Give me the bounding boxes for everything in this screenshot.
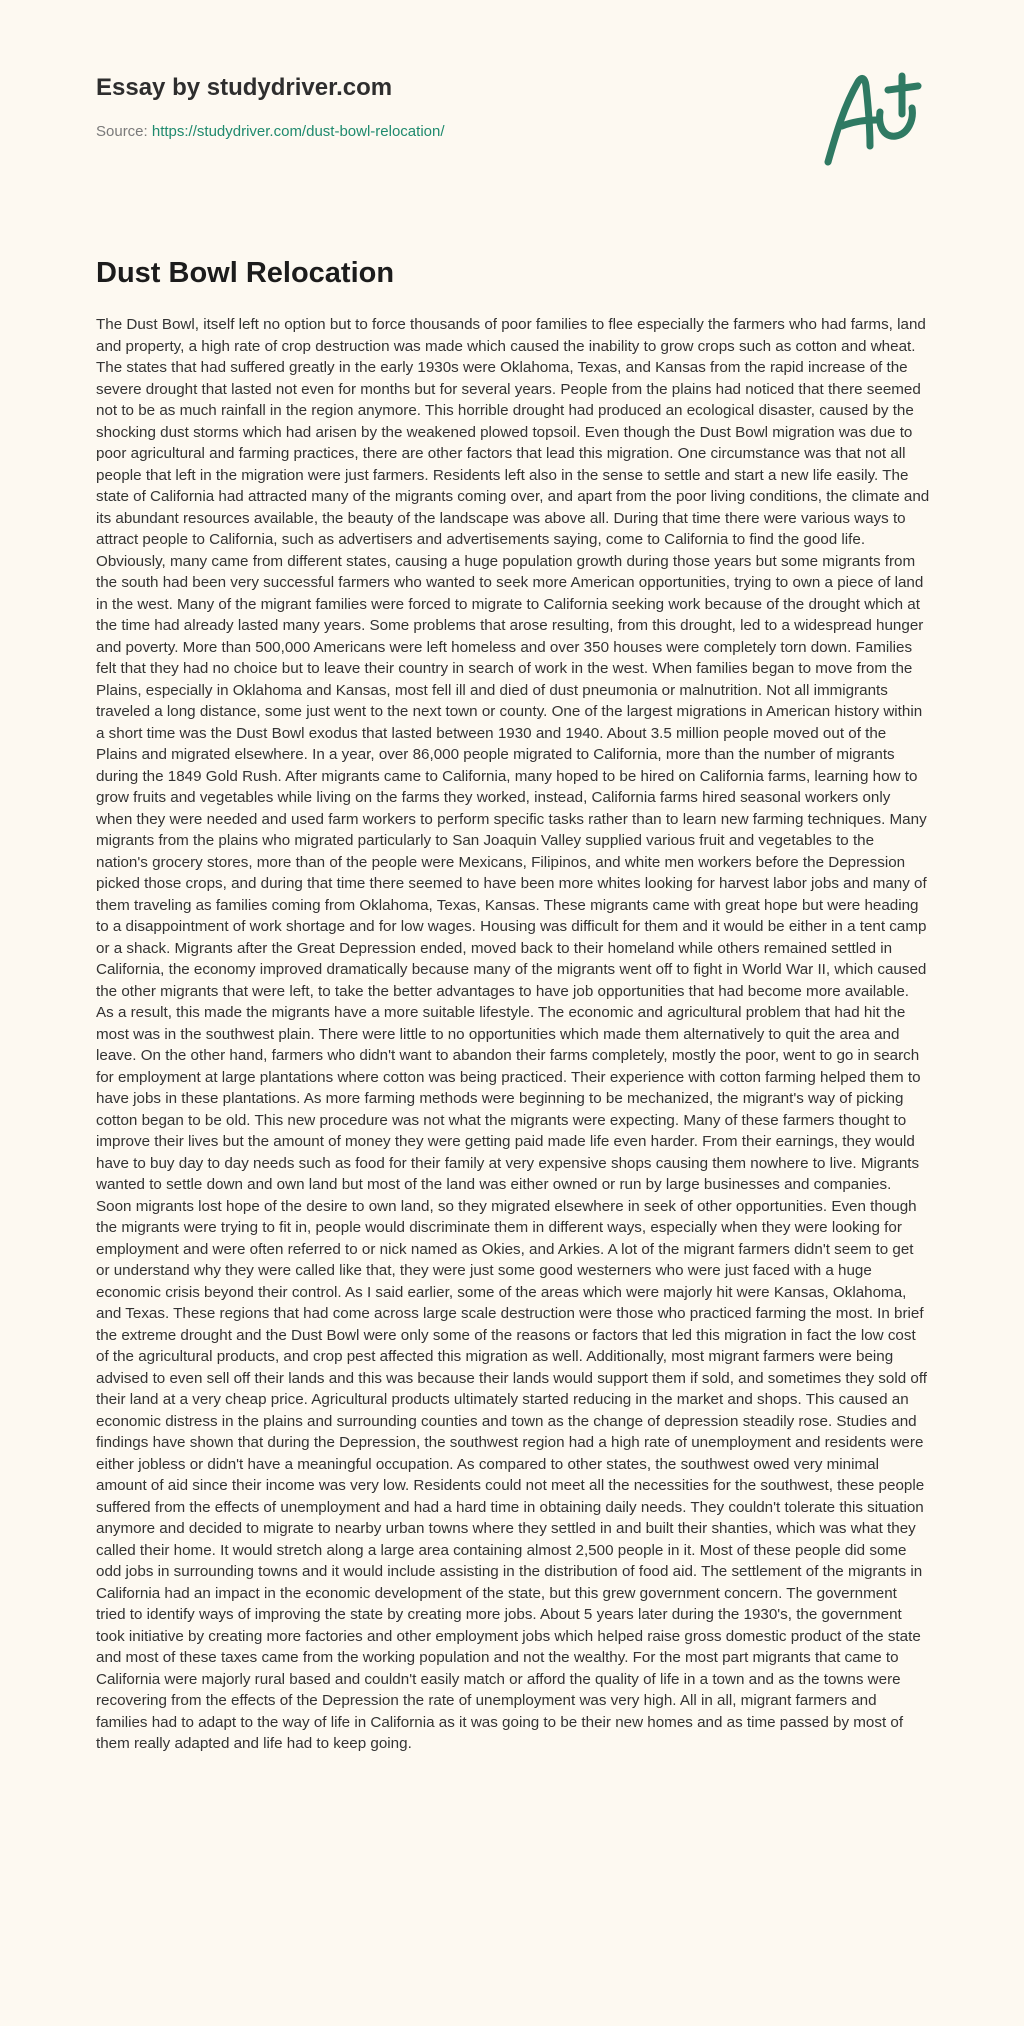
essay-article (96, 254, 930, 1770)
source-line (96, 122, 926, 142)
essay-title: Dust Bowl Relocation (96, 257, 395, 289)
source-label: Source: (96, 123, 152, 140)
page-header (96, 72, 926, 142)
essay-body: The Dust Bowl, itself left no option but to force thousands of poor families to flee especially the farmers who had farms, land and property, a high rate of crop destruction was made which caused the inability to grow crops such as cotton and wheat. The states that had suffered greatly in the early 1930s were Oklahoma, Texas, and Kansas from the rapid increase of the severe drought that lasted not even for months but for several years. People from the plains had noticed that there seemed not to be as much rainfall in the region anymore. This horrible drought had produced an ecological disaster, caused by the shocking dust storms which had arisen by the weakened plowed topsoil. Even though the Dust Bowl migration was due to poor agricultural and farming practices, there are other factors that lead this migration. One circumstance was that not all people that left in the migration were just farmers. Residents left also in the sense to settle and start a new life easily. The state of California had attracted many of the migrants coming over, and apart from the poor living conditions, the climate and its abundant resources available, the beauty of the landscape was above all. During that time there were various ways to attract people to California, such as advertisers and advertisements saying, come to California to find the good life. Obviously, many came from different states, causing a huge population growth during those years but some migrants from the south had been very successful farmers who wanted to seek more American opportunities, trying to own a piece of land in the west. Many of the migrant families were forced to migrate to California seeking work because of the drought which at the time had already lasted many years. Some problems that arose resulting, from this drought, led to a widespread hunger and poverty. More than 500,000 Americans were left homeless and over 350 houses were completely torn down. Families felt that they had no choice but to leave their country in search of work in the west. When families began to move from the Plains, especially in Oklahoma and Kansas, most fell ill and died of dust pneumonia or malnutrition. Not all immigrants traveled a long distance, some just went to the next town or county. One of the largest migrations in American history within a short time was the Dust Bowl exodus that lasted between 1930 and 1940. About 3.5 million people moved out of the Plains and migrated elsewhere. In a year, over 86,000 people migrated to California, more than the number of migrants during the 1849 Gold Rush. After migrants came to California, many hoped to be hired on California farms, learning how to grow fruits and vegetables while living on the farms they worked, instead, California farms hired seasonal workers only when they were needed and used farm workers to perform specific tasks rather than to learn new farming techniques. Many migrants from the plains who migrated particularly to San Joaquin Valley supplied various fruit and vegetables to the nation's grocery stores, more than of the people were Mexicans, Filipinos, and white men workers before the Depression picked those crops, and during that time there seemed to have been more whites looking for harvest labor jobs and many of them traveling as families coming from Oklahoma, Texas, Kansas. These migrants came with great hope but were heading to a disappointment of work shortage and for low wages. Housing was difficult for them and it would be either in a tent camp or a shack. Migrants after the Great Depression ended, moved back to their homeland while others remained settled in California, the economy improved dramatically because many of the migrants went off to fight in World War II, which caused the other migrants that were left, to take the better advantages to have job opportunities that had become more available. As a result, this made the migrants have a more suitable lifestyle. The economic and agricultural problem that had hit the most was in the southwest plain. There were little to no opportunities which made them alternatively to quit the area and leave. On the other hand, farmers who didn't want to abandon their farms completely, mostly the poor, went to go in search for employment at large plantations where cotton was being practiced. Their experience with cotton farming helped them to have jobs in these plantations. As more farming methods were beginning to be mechanized, the migrant's way of picking cotton began to be old. This new procedure was not what the migrants were expecting. Many of these farmers thought to improve their lives but the amount of money they were getting paid made life even harder. From their earnings, they would have to buy day to day needs such as food for their family at very expensive shops causing them nowhere to live. Migrants wanted to settle down and own land but most of the land was either owned or run by large businesses and companies. Soon migrants lost hope of the desire to own land, so they migrated elsewhere in seek of other opportunities. Even though the migrants were trying to fit in, people would discriminate them in different ways, especially when they were looking for employment and were often referred to or nick named as Okies, and Arkies. A lot of the migrant farmers didn't seem to get or understand why they were called like that, they were just some good westerners who were just faced with a huge economic crisis beyond their control. As I said earlier, some of the areas which were majorly hit were Kansas, Oklahoma, and Texas. These regions that had come across large scale destruction were those who practiced farming the most. In brief the extreme drought and the Dust Bowl were only some of the reasons or factors that led this migration in fact the low cost of the agricultural products, and crop pest affected this migration as well. Additionally, most migrant farmers were being advised to even sell off their lands and this was because their lands would support them if sold, and sometimes they sold off their land at a very cheap price. Agricultural products ultimately started reducing in the market and shops. This caused an economic distress in the plains and surrounding counties and town as the change of depression steadily rose. Studies and findings have shown that during the Depression, the southwest region had a high rate of unemployment and residents were either jobless or didn't have a meaningful occupation. As compared to other states, the southwest owed very minimal amount of aid since their income was very low. Residents could not meet all the necessities for the southwest, these people suffered from the effects of unemployment and had a hard time in obtaining daily needs. They couldn't tolerate this situation anymore and decided to migrate to nearby urban towns where they settled in and built their shanties, which was what they called their home. It would stretch along a large area containing almost 2,500 people in it. Most of these people did some odd jobs in surrounding towns and it would include assisting in the distribution of food aid. The settlement of the migrants in California had an impact in the economic development of the state, but this grew government concern. The government tried to identify ways of improving the state by creating more jobs. About 5 years later during the 1930's, the government took initiative by creating more factories and other employment jobs which helped raise gross domestic product of the state and most of these taxes came from the working population and not the wealthy. For the most part migrants that came to California were majorly rural based and couldn't easily match or afford the quality of life in a town and as the towns were recovering from the effects of the Depression the rate of unemployment was very high. All in all, migrant farmers and families had to adapt to the way of life in California as it was going to be their new homes and as time passed by most of them really adapted and life had to keep going. (96, 316, 930, 1752)
a-plus-logo-icon (818, 64, 930, 168)
source-link[interactable]: https://studydriver.com/dust-bowl-relocation/ (151, 123, 445, 140)
site-title: Essay by studydriver.com (96, 74, 393, 101)
